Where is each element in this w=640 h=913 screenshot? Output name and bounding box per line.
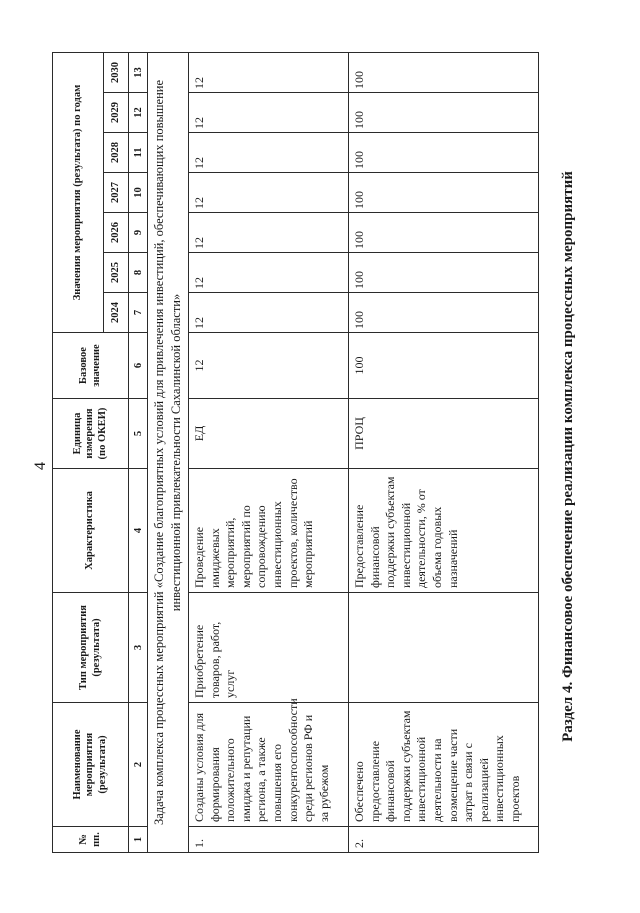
- header-characteristic: Характеристика: [53, 469, 129, 593]
- section-heading: Раздел 4. Финансовое обеспечение реализации комплекса процессных мероприятий: [560, 171, 576, 742]
- row-value-2030: 100: [349, 52, 539, 92]
- column-number: 10: [129, 173, 148, 213]
- header-row: [53, 52, 104, 852]
- header-base: Базовое значение: [53, 333, 129, 399]
- column-number: 11: [129, 133, 148, 173]
- row-num: 1.: [189, 827, 349, 853]
- column-number: 8: [129, 253, 148, 293]
- header-year-2027: 2027: [104, 173, 129, 213]
- row-unit: ЕД: [189, 399, 349, 469]
- header-type: Тип мероприятия (результата): [53, 593, 129, 703]
- column-number: 12: [129, 93, 148, 133]
- header-name: Наименование мероприятия (результата): [53, 703, 129, 827]
- column-number: 2: [129, 703, 148, 827]
- row-characteristic: Проведение имиджевых мероприятий, мероприятий по сопровождению инвестиционных проектов, количество мероприятий: [189, 469, 349, 593]
- column-number: 1: [129, 827, 148, 853]
- header-values-by-year: Значения мероприятия (результата) по годам: [53, 52, 104, 332]
- row-base: 12: [189, 333, 349, 399]
- row-value-2028: 100: [349, 133, 539, 173]
- task-title: Задача комплекса процессных мероприятий «Создание благоприятных условий для привлечения инвестиций, обеспечивающих повышение инвестиционной привлекательности Сахалинской области»: [148, 52, 189, 852]
- page-number: 4: [32, 462, 49, 470]
- row-name: Обеспечено предоставление финансовой поддержки субъектам инвестиционной деятельности на возмещение части затрат в связи с реализацией инвестиционных проектов: [349, 703, 539, 827]
- row-value-2030: 12: [189, 52, 349, 92]
- row-value-2027: 12: [189, 173, 349, 213]
- row-type: Приобретение товаров, работ, услуг: [189, 593, 349, 703]
- row-value-2027: 100: [349, 173, 539, 213]
- row-value-2025: 12: [189, 253, 349, 293]
- row-value-2025: 100: [349, 253, 539, 293]
- header-year-2030: 2030: [104, 52, 129, 92]
- row-name: Созданы условия для формирования положительного имиджа и репутации региона, а также повышения его конкурентоспособности среди регионов РФ и за рубежом: [189, 703, 349, 827]
- column-number: 9: [129, 213, 148, 253]
- column-number: 13: [129, 52, 148, 92]
- header-year-2028: 2028: [104, 133, 129, 173]
- table-row: [189, 52, 349, 852]
- column-number: 3: [129, 593, 148, 703]
- row-value-2026: 100: [349, 213, 539, 253]
- column-number: 6: [129, 333, 148, 399]
- header-year-2024: 2024: [104, 293, 129, 333]
- column-number-row: [129, 52, 148, 852]
- header-year-2026: 2026: [104, 213, 129, 253]
- header-year-2029: 2029: [104, 93, 129, 133]
- row-type: [349, 593, 539, 703]
- task-row: [148, 52, 189, 852]
- column-number: 4: [129, 469, 148, 593]
- column-number: 7: [129, 293, 148, 333]
- table-row: [349, 52, 539, 852]
- row-unit: ПРОЦ: [349, 399, 539, 469]
- header-num: № пп.: [53, 827, 129, 853]
- row-num: 2.: [349, 827, 539, 853]
- row-value-2028: 12: [189, 133, 349, 173]
- measures-table: [52, 52, 539, 853]
- row-value-2024: 12: [189, 293, 349, 333]
- header-year-2025: 2025: [104, 253, 129, 293]
- header-unit: Единица измерения (по ОКЕИ): [53, 399, 129, 469]
- column-number: 5: [129, 399, 148, 469]
- row-value-2029: 12: [189, 93, 349, 133]
- row-value-2026: 12: [189, 213, 349, 253]
- row-characteristic: Предоставление финансовой поддержки субъектам инвестиционной деятельности, % от объема годовых назначений: [349, 469, 539, 593]
- row-value-2024: 100: [349, 293, 539, 333]
- row-value-2029: 100: [349, 93, 539, 133]
- row-base: 100: [349, 333, 539, 399]
